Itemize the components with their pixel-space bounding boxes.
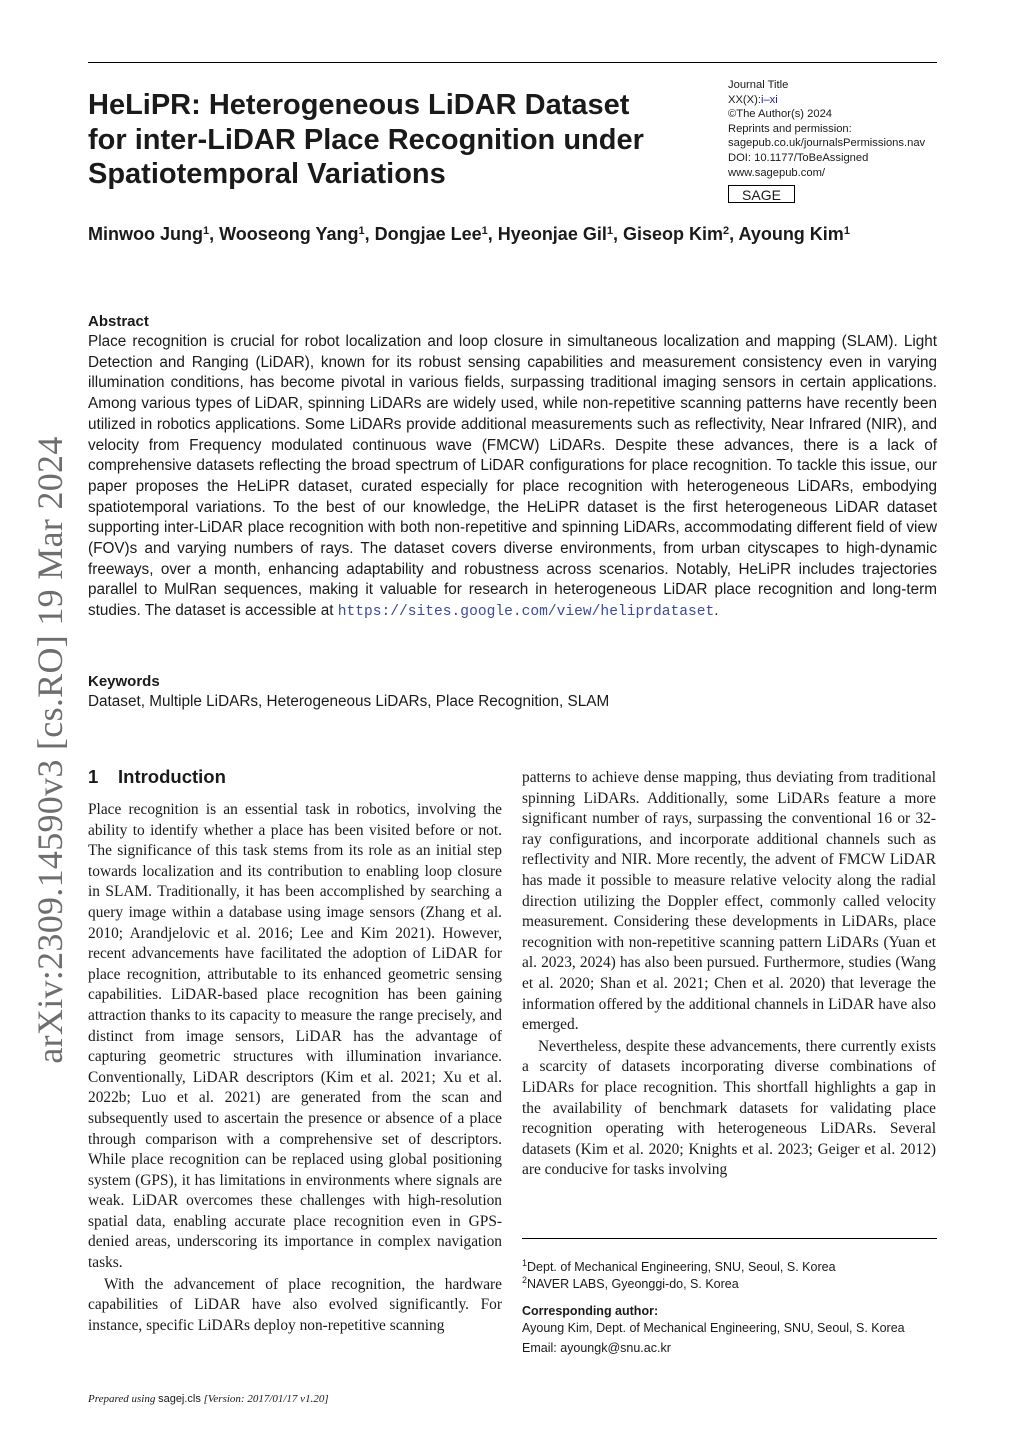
doi[interactable]: DOI: 10.1177/ToBeAssigned [728, 151, 869, 164]
section-number: 1 [88, 766, 99, 787]
section-title: Introduction [118, 766, 226, 787]
section-heading [88, 766, 226, 788]
page-footer [88, 1393, 329, 1405]
left-column [88, 800, 502, 1336]
paragraph: Place recognition is an essential task in robotics, involving the ability to identify whether a place has been visited before or not. The significance of this task stems from its role as an initial step towards localization and its contribution to enabling loop closure in SLAM. Traditionally, it has been accomplished by searching a query image within a database using image sensors (Zhang et al. 2010; Arandjelovic et al. 2016; Lee and Kim 2021). However, recent advancements have facilitated the adoption of LiDAR for place recognition, attributable to its enhanced geometric sensing capabilities. LiDAR-based place recognition has been gaining attraction thanks to its capacity to measure the range precisely, and distinct from image sensors, LiDAR has the advantage of capturing geometric structures with illumination invariance. Conventionally, LiDAR descriptors (Kim et al. 2021; Xu et al. 2022b; Luo et al. 2021) are generated from the scan and subsequently used to ascertain the presence or absence of a place through comparison with a comprehensive set of descriptors. While place recognition can be replaced using global positioning system (GPS), it has limitations in environments where signals are weak. LiDAR overcomes these challenges with high-resolution spatial data, enabling accurate place recognition even in GPS-denied areas, underscoring its importance in complex navigation tasks. [88, 801, 502, 1272]
abstract-text: Place recognition is crucial for robot localization and loop closure in simultaneous localization and mapping (SLAM). Light Detection and Ranging (LiDAR), known for its robust sensing capabilities and measurement consistency even in varying illumination conditions, has become pivotal in various fields, surpassing traditional imaging sensors in certain applications. Among various types of LiDAR, spinning LiDARs are widely used, while non-repetitive scanning patterns have recently been utilized in robotics applications. Some LiDARs provide additional measurements such as reflectivity, Near Infrared (NIR), and velocity from Frequency modulated continuous wave (FMCW) LiDARs. Despite these advances, there is a lack of comprehensive datasets reflecting the broad spectrum of LiDAR configurations for place recognition. To tackle this issue, our paper proposes the HeLiPR dataset, curated especially for place recognition with heterogeneous LiDARs, embodying spatiotemporal variations. To the best of our knowledge, the HeLiPR dataset is the first heterogeneous LiDAR dataset supporting inter-LiDAR place recognition with both non-repetitive and spinning LiDARs, accommodating different field of view (FOV)s and varying numbers of rays. The dataset covers diverse environments, from urban cityscapes to high-dynamic freeways, over a month, enhancing adaptability and robustness across scenarios. Notably, HeLiPR includes trajectories parallel to MulRan sequences, making it valuable for research in heterogeneous LiDAR place recognition and long-term studies. The dataset is accessible at [88, 333, 937, 620]
volume-prefix: XX(X): [728, 93, 761, 106]
footnote-mark: 1 [522, 1258, 528, 1268]
reprints-label: Reprints and permission: [728, 122, 852, 135]
author-name: Hyeonjae Gil [497, 224, 607, 244]
author-list [88, 224, 948, 245]
title-line: Spatiotemporal Variations [88, 158, 446, 190]
author-affiliation-mark: 1 [358, 225, 365, 237]
author-name: Wooseong Yang [219, 224, 359, 244]
sage-logo: SAGE [728, 185, 795, 203]
footnote-text: Dept. of Mechanical Engineering, SNU, Seoul, S. Korea [527, 1260, 836, 1274]
author-separator: , [487, 224, 498, 244]
author-affiliation-mark: 1 [606, 225, 613, 237]
corresponding-heading: Corresponding author: [522, 1304, 659, 1318]
footer-cls: sagej.cls [158, 1393, 201, 1405]
author-affiliation-mark: 1 [843, 225, 850, 237]
footnote-mark: 2 [522, 1275, 528, 1285]
dataset-url-link[interactable]: https://sites.google.com/view/heliprdataset [337, 604, 715, 621]
author-name: Giseop Kim [622, 224, 724, 244]
author-name: Ayoung Kim [738, 224, 844, 244]
author-name: Dongjae Lee [374, 224, 482, 244]
footer-prefix: Prepared using [88, 1393, 159, 1405]
abstract-body [88, 332, 937, 623]
journal-info [728, 78, 958, 180]
author [219, 224, 375, 244]
footnote-text: NAVER LABS, Gyeonggi-do, S. Korea [527, 1277, 739, 1291]
volume-pages-link[interactable]: i–xi [760, 93, 778, 106]
footnote-rule [522, 1238, 937, 1239]
title-line: HeLiPR: Heterogeneous LiDAR Dataset [88, 89, 630, 121]
author-affiliation-mark: 1 [481, 225, 488, 237]
author [738, 224, 849, 244]
reprints-url[interactable]: sagepub.co.uk/journalsPermissions.nav [728, 137, 926, 150]
title-line: for inter-LiDAR Place Recognition under [88, 123, 644, 156]
paper-title [88, 88, 708, 192]
corresponding-name: Ayoung Kim, Dept. of Mechanical Engineering, SNU, Seoul, S. Korea [522, 1321, 905, 1335]
abstract-end: . [714, 602, 719, 620]
author-affiliation-mark: 1 [202, 225, 210, 237]
journal-title: Journal Title [728, 79, 789, 91]
right-column [522, 768, 936, 1181]
author-affiliation-mark: 2 [723, 225, 730, 237]
author-separator: , [729, 224, 739, 244]
author-separator: , [364, 224, 375, 244]
author-separator: , [209, 224, 220, 244]
top-rule [88, 62, 937, 63]
author [88, 224, 219, 244]
author [375, 224, 498, 244]
paragraph: Nevertheless, despite these advancements, there currently exists a scarcity of datasets incorporating diverse combinations of LiDARs for place recognition. This shortfall highlights a gap in the availability of benchmark datasets for validating place recognition operating with heterogeneous LiDARs. Several datasets (Kim et al. 2020; Knights et al. 2023; Geiger et al. 2012) are conducive for tasks involving [522, 1037, 936, 1179]
keywords-list: Dataset, Multiple LiDARs, Heterogeneous LiDARs, Place Recognition, SLAM [88, 693, 610, 710]
arxiv-stamp: arXiv:2309.14590v3 [cs.RO] 19 Mar 2024 [30, 436, 70, 1064]
copyright: ©The Author(s) 2024 [728, 108, 833, 121]
website[interactable]: www.sagepub.com/ [728, 166, 826, 179]
author [623, 224, 739, 244]
corresponding-email[interactable]: Email: ayoungk@snu.ac.kr [522, 1341, 671, 1355]
journal-volume [728, 93, 958, 108]
author-separator: , [612, 224, 623, 244]
author [498, 224, 623, 244]
paragraph: With the advancement of place recognition, the hardware capabilities of LiDAR have also evolved significantly. For instance, specific LiDARs deploy non-repetitive scanning [88, 1275, 502, 1334]
abstract-heading: Abstract [88, 313, 149, 330]
keywords-heading: Keywords [88, 673, 160, 690]
author-name: Minwoo Jung [88, 224, 203, 244]
paragraph: patterns to achieve dense mapping, thus deviating from traditional spinning LiDARs. Additionally, some LiDARs feature a more significant number of rays, surpassing the conventional 16 or 32-ray configurations, and incorporate additional channels such as reflectivity and NIR. More recently, the advent of FMCW LiDAR has made it possible to measure relative velocity along the radial direction utilizing the Doppler effect, commonly called velocity measurement. Considering these developments in LiDARs, place recognition with non-repetitive scanning pattern LiDARs (Yuan et al. 2023, 2024) has also been pursued. Furthermore, studies (Wang et al. 2020; Shan et al. 2021; Chen et al. 2020) that leverage the information offered by the additional channels in LiDAR have also emerged. [522, 769, 936, 1034]
footer-version: [Version: 2017/01/17 v1.20] [200, 1393, 329, 1405]
footnote-affiliation-2 [522, 1272, 739, 1292]
